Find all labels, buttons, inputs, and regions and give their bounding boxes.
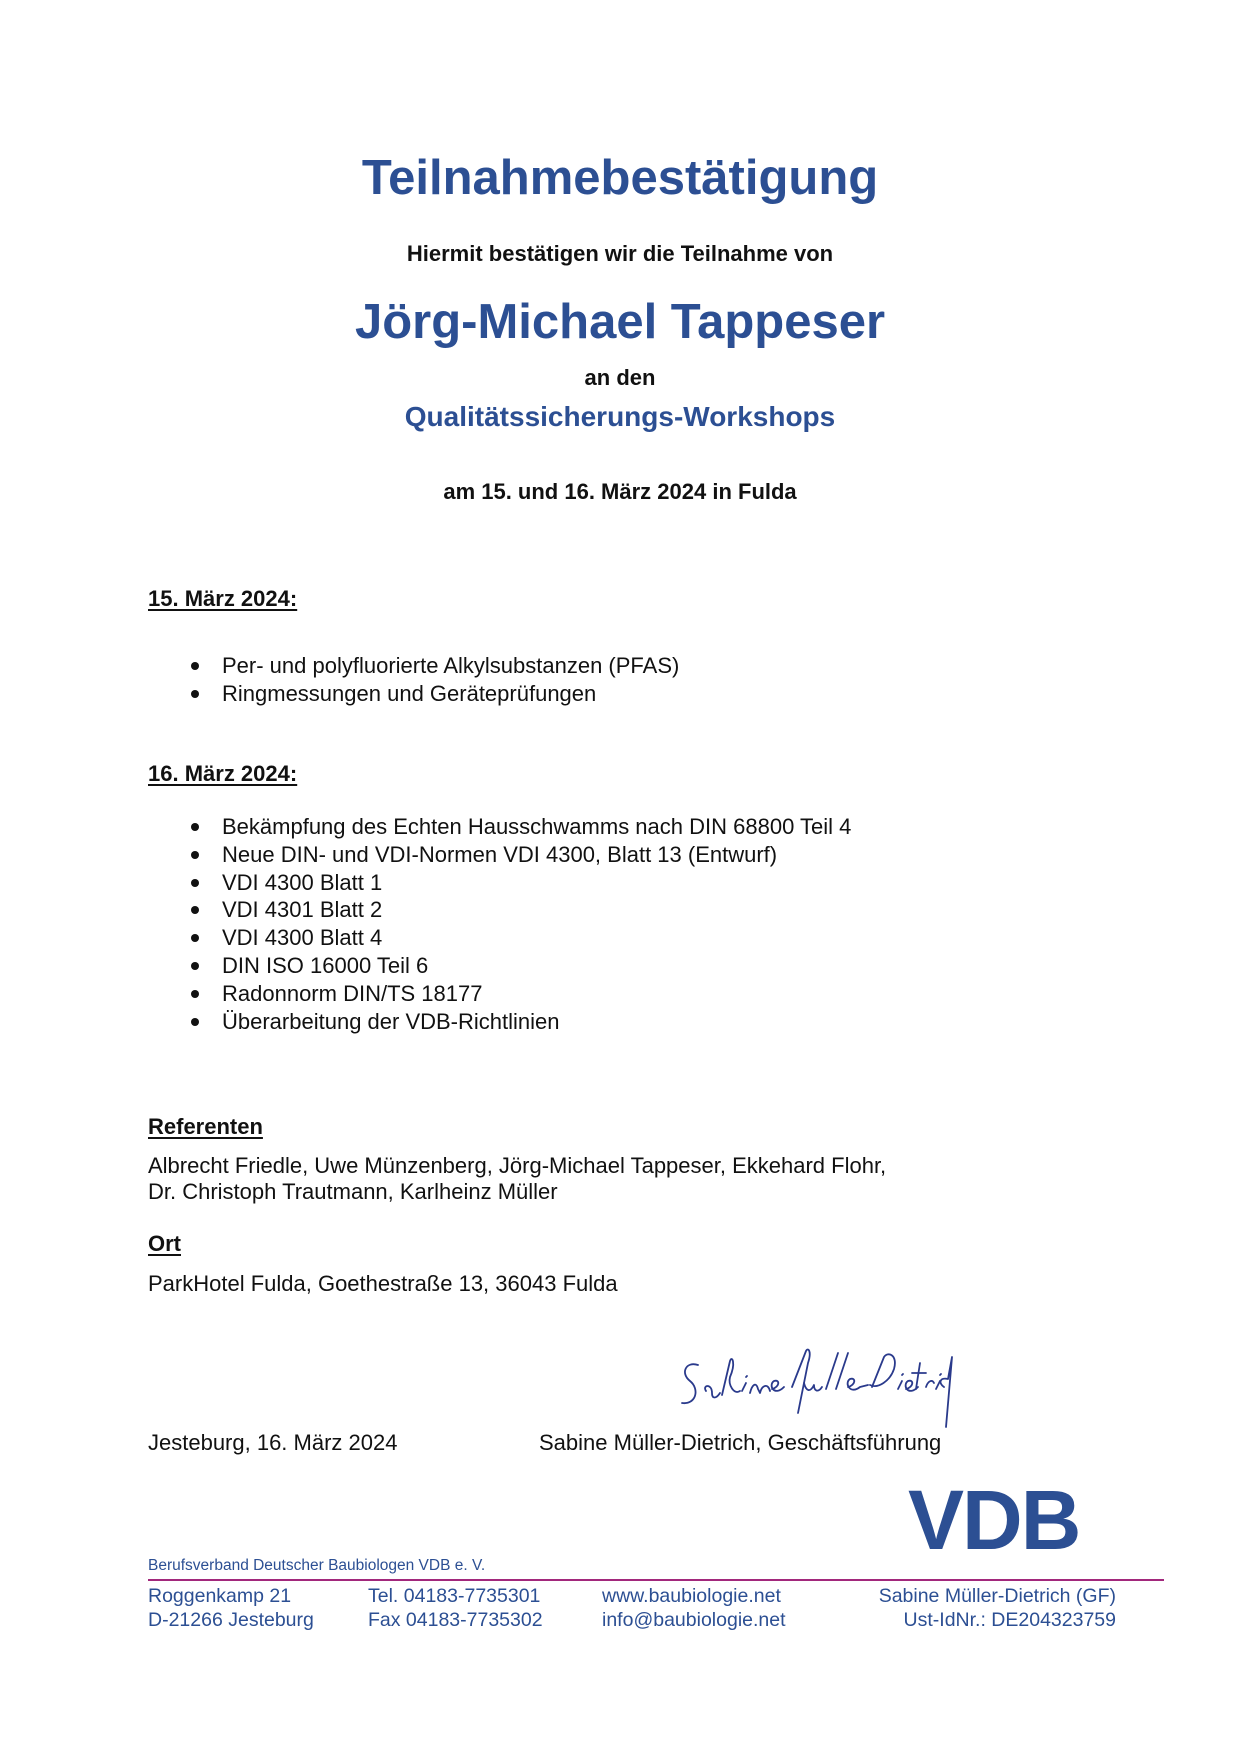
list-item: [148, 652, 679, 680]
footer-managing-director: Sabine Müller-Dietrich (GF): [878, 1585, 1116, 1607]
topic-label: VDI 4300 Blatt 4: [222, 925, 383, 951]
bullet-icon: [191, 934, 199, 942]
list-item: [148, 896, 851, 924]
workshop-name: Qualitätssicherungs-Workshops: [404, 401, 836, 432]
day2-topic-list: [148, 813, 851, 1035]
signature-place-date: Jesteburg, 16. März 2024: [148, 1430, 398, 1455]
footer-fax: Fax 04183-7735302: [368, 1609, 543, 1631]
bullet-icon: [191, 879, 199, 887]
list-item: [148, 869, 851, 897]
bullet-icon: [191, 1018, 199, 1026]
venue-address: ParkHotel Fulda, Goethestraße 13, 36043 Fulda: [148, 1271, 618, 1296]
event-date-place: am 15. und 16. März 2024 in Fulda: [443, 479, 797, 504]
bullet-icon: [191, 823, 199, 831]
list-item: [148, 1008, 851, 1036]
day2-heading: 16. März 2024:: [148, 761, 298, 786]
bullet-icon: [191, 851, 199, 859]
topic-label: Radonnorm DIN/TS 18177: [222, 980, 483, 1006]
bullet-icon: [191, 690, 199, 698]
footer-website-link[interactable]: www.baubiologie.net: [602, 1585, 781, 1607]
handwritten-signature: [676, 1343, 958, 1431]
referenten-line: Albrecht Friedle, Uwe Münzenberg, Jörg-Michael Tappeser, Ekkehard Flohr,: [148, 1153, 887, 1178]
list-item: [148, 980, 851, 1008]
bullet-icon: [191, 662, 199, 670]
footer-vat-id: Ust-IdNr.: DE204323759: [903, 1609, 1116, 1631]
association-name: Berufsverband Deutscher Baubiologen VDB e. V.: [148, 1557, 486, 1574]
list-item: [148, 924, 851, 952]
participant-name: Jörg-Michael Tappeser: [354, 295, 886, 349]
referenten-line: Dr. Christoph Trautmann, Karlheinz Müller: [148, 1179, 558, 1204]
topic-label: Überarbeitung der VDB-Richtlinien: [222, 1008, 560, 1034]
topic-label: Ringmessungen und Geräteprüfungen: [222, 680, 597, 706]
signer-name: Sabine Müller-Dietrich, Geschäftsführung: [539, 1430, 942, 1455]
referenten-heading: Referenten: [148, 1114, 263, 1139]
footer-phone: Tel. 04183-7735301: [368, 1585, 541, 1607]
an-den-text: an den: [584, 365, 656, 390]
list-item: [148, 813, 851, 841]
topic-label: DIN ISO 16000 Teil 6: [222, 952, 429, 978]
list-item: [148, 680, 679, 708]
day1-topic-list: [148, 652, 679, 708]
topic-label: Per- und polyfluorierte Alkylsubstanzen (PFAS): [222, 653, 680, 678]
ort-heading: Ort: [148, 1231, 181, 1256]
topic-label: Bekämpfung des Echten Hausschwamms nach DIN 68800 Teil 4: [222, 814, 852, 839]
day1-heading: 15. März 2024:: [148, 586, 298, 611]
intro-text: Hiermit bestätigen wir die Teilnahme von: [406, 241, 834, 266]
footer-street: Roggenkamp 21: [148, 1585, 292, 1607]
document-title: Teilnahmebestätigung: [361, 151, 879, 205]
vdb-logo: VDB: [908, 1473, 1080, 1567]
footer-email-link[interactable]: info@baubiologie.net: [602, 1609, 786, 1631]
topic-label: VDI 4301 Blatt 2: [222, 897, 383, 923]
bullet-icon: [191, 990, 199, 998]
list-item: [148, 841, 851, 869]
topic-label: Neue DIN- und VDI-Normen VDI 4300, Blatt 13 (Entwurf): [222, 841, 778, 867]
topic-label: VDI 4300 Blatt 1: [222, 869, 383, 895]
bullet-icon: [191, 906, 199, 914]
footer-city: D-21266 Jesteburg: [148, 1609, 314, 1631]
bullet-icon: [191, 962, 199, 970]
footer-divider: [148, 1579, 1164, 1581]
list-item: [148, 952, 851, 980]
